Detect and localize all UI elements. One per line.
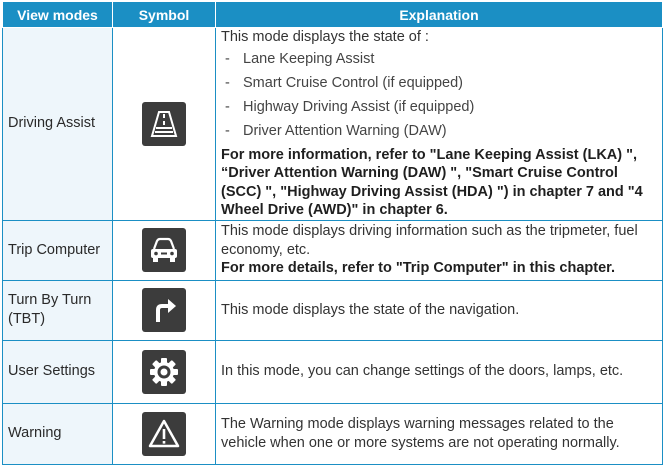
view-modes-table [2, 2, 663, 465]
turn-right-arrow-icon [142, 288, 186, 332]
explanation-intro: This mode displays the state of : [221, 29, 429, 45]
table-row [3, 340, 663, 403]
table-row [3, 280, 663, 340]
explanation-note: For more details, refer to "Trip Computer" in this chapter. [221, 260, 616, 277]
explanation-text: This mode displays driving information such as the tripmeter, fuel economy, etc. [221, 223, 638, 258]
list-item: - Driver Attention Warning (DAW) [225, 122, 447, 139]
mode-name: User Settings [3, 340, 113, 403]
table-header-row [3, 2, 663, 28]
feature-list [221, 47, 658, 143]
lane-road-icon [142, 102, 186, 146]
explanation-text: This mode displays the state of the navigation. [221, 301, 520, 318]
list-item: - Smart Cruise Control (if equipped) [225, 74, 464, 91]
mode-name: Trip Computer [3, 220, 113, 280]
list-item: - Highway Driving Assist (if equipped) [225, 98, 475, 115]
explanation-note: For more information, refer to "Lane Keeping Assist (LKA) ", “Driver Attention Warning (DAW) ", "Smart Cruise Control (SCC) ", "Highway Driving Assist (HDA) ") in chapter 7 and "4 Wheel Drive (AWD)" in chapter 6. [221, 146, 643, 218]
mode-name: Driving Assist [3, 28, 113, 221]
gear-icon [142, 350, 186, 394]
mode-name: Turn By Turn (TBT) [3, 280, 113, 340]
header-symbol: Symbol [113, 2, 216, 28]
table-row [3, 220, 663, 280]
header-view-modes: View modes [3, 2, 113, 28]
table-row [3, 28, 663, 221]
explanation-text: In this mode, you can change settings of the doors, lamps, etc. [221, 363, 624, 380]
list-item: - Lane Keeping Assist [225, 50, 375, 67]
explanation-text: The Warning mode displays warning messages related to the vehicle when one or more systems are not operating normally. [221, 416, 620, 451]
header-explanation: Explanation [216, 2, 663, 28]
mode-name: Warning [3, 403, 113, 464]
warning-triangle-icon [142, 412, 186, 456]
table-row [3, 403, 663, 464]
car-front-icon [142, 228, 186, 272]
